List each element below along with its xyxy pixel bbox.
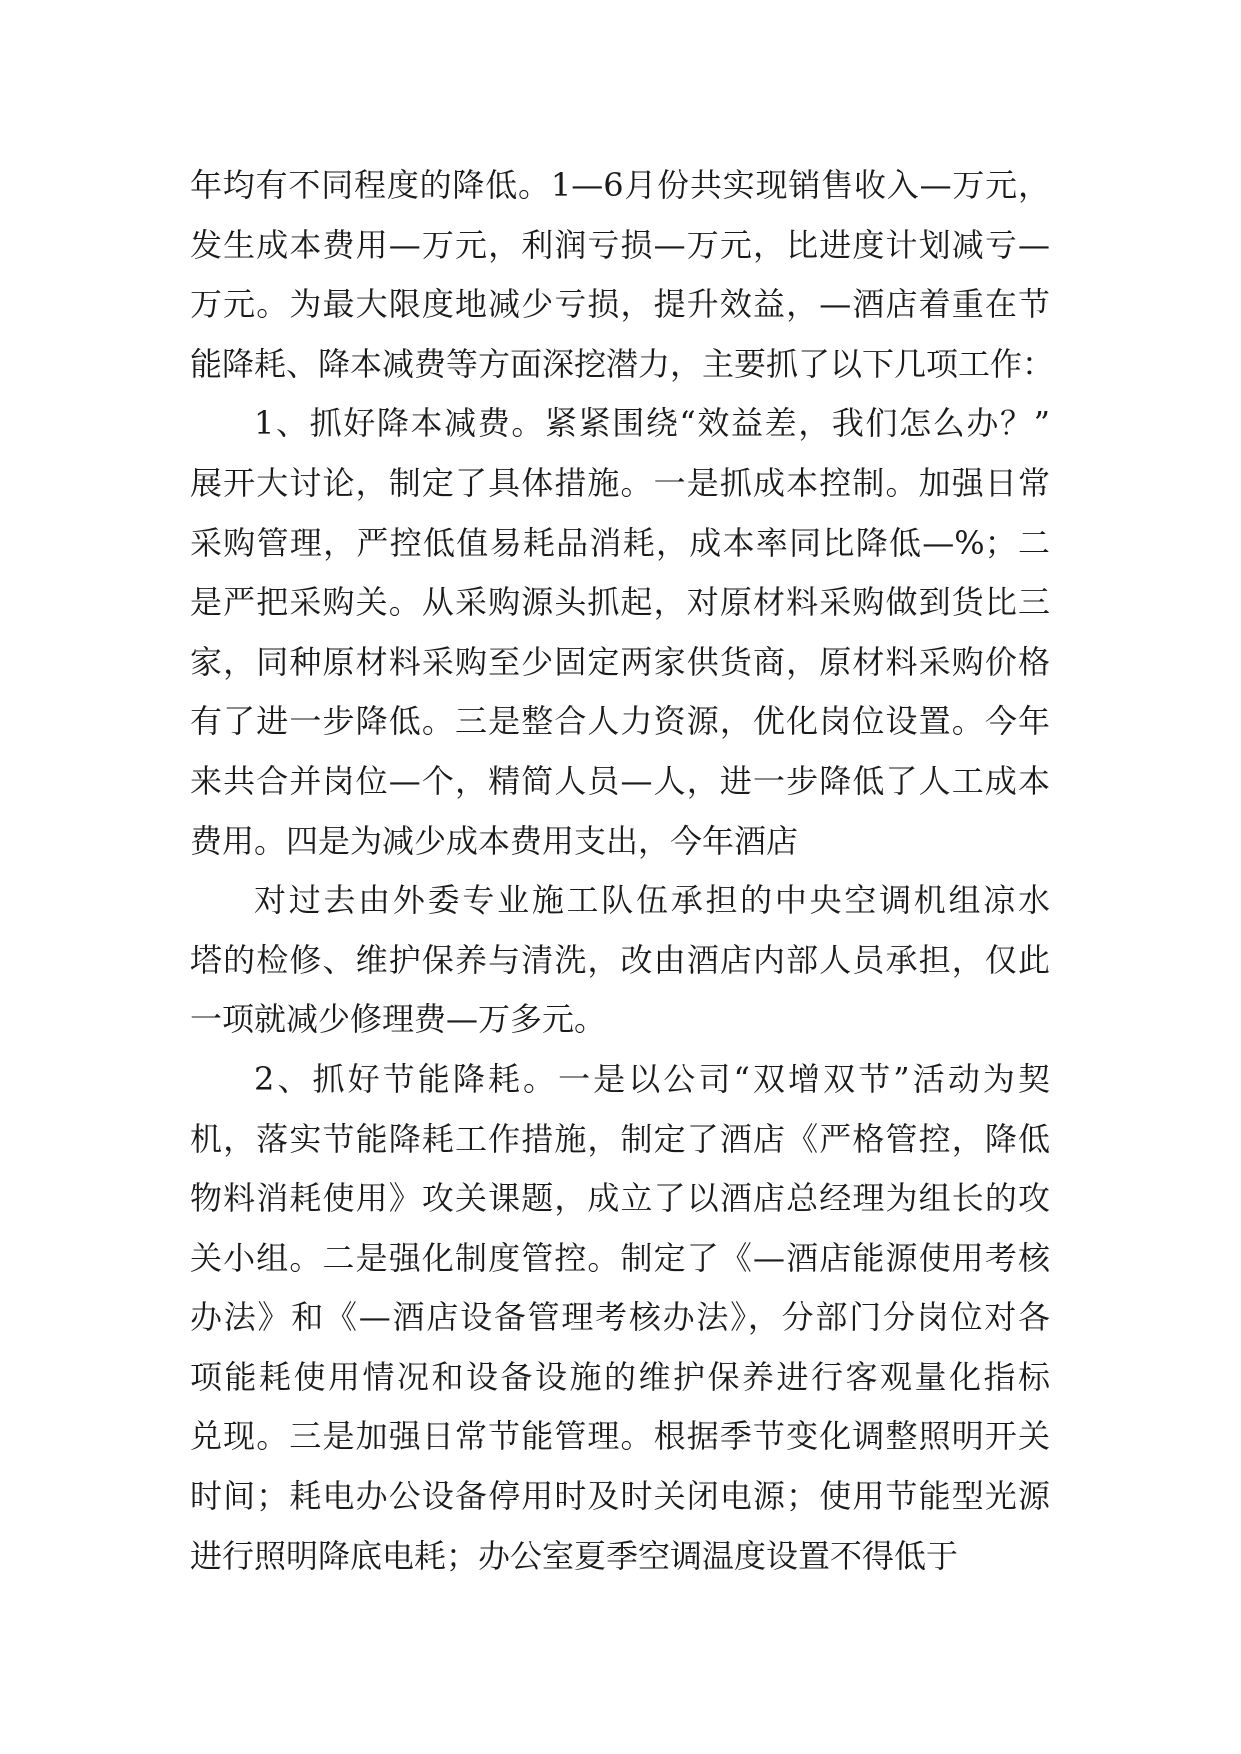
- paragraph: [190, 1050, 1050, 1586]
- text-line: 时间；耗电办公设备停用时及时关闭电源；使用节能型光源: [190, 1477, 1050, 1516]
- text-line: 项能耗使用情况和设备设施的维护保养进行客观量化指标: [190, 1357, 1050, 1396]
- text-line: 发生成本费用—万元，利润亏损—万元，比进度计划减亏—: [190, 225, 1050, 264]
- text-line: 能降耗、降本减费等方面深挖潜力，主要抓了以下几项工作：: [190, 344, 1055, 383]
- document-body: [190, 156, 1055, 1586]
- text-line: 年均有不同程度的降低。1—6月份共实现销售收入—万元，: [190, 166, 1050, 204]
- paragraph: [190, 871, 1050, 1050]
- text-line: 机，落实节能降耗工作措施，制定了酒店《严格管控，降低: [190, 1119, 1050, 1158]
- paragraph: [190, 394, 1050, 871]
- text-line: 一项就减少修理费—万多元。: [190, 1000, 607, 1039]
- text-line: 对过去由外委专业施工队伍承担的中央空调机组凉水: [254, 881, 1050, 920]
- text-line: 万元。为最大限度地减少亏损，提升效益，—酒店着重在节: [190, 285, 1050, 324]
- text-line: 1、抓好降本减费。紧紧围绕“效益差，我们怎么办？”: [254, 404, 1050, 443]
- text-line: 是严把采购关。从采购源头抓起，对原材料采购做到货比三: [190, 583, 1050, 622]
- text-line: 兑现。三是加强日常节能管理。根据季节变化调整照明开关: [190, 1417, 1050, 1456]
- text-line: 采购管理，严控低值易耗品消耗，成本率同比降低—%；二: [190, 523, 1050, 562]
- text-line: 物料消耗使用》攻关课题，成立了以酒店总经理为组长的攻: [190, 1179, 1050, 1218]
- text-line: 有了进一步降低。三是整合人力资源，优化岗位设置。今年: [190, 702, 1050, 741]
- text-line: 家，同种原材料采购至少固定两家供货商，原材料采购价格: [190, 642, 1050, 681]
- paragraph: [190, 156, 1055, 394]
- text-line: 关小组。二是强化制度管控。制定了《—酒店能源使用考核: [190, 1238, 1050, 1277]
- text-line: 塔的检修、维护保养与清洗，改由酒店内部人员承担，仅此: [190, 940, 1050, 979]
- text-line: 费用。四是为减少成本费用支出，今年酒店: [190, 821, 799, 860]
- text-line: 来共合并岗位—个，精简人员—人，进一步降低了人工成本: [190, 761, 1050, 800]
- text-line: 进行照明降底电耗；办公室夏季空调温度设置不得低于: [190, 1536, 959, 1575]
- text-line: 办法》和《—酒店设备管理考核办法》，分部门分岗位对各: [190, 1298, 1050, 1337]
- text-line: 展开大讨论，制定了具体措施。一是抓成本控制。加强日常: [190, 463, 1050, 502]
- text-line: 2、抓好节能降耗。一是以公司“双增双节”活动为契: [254, 1059, 1050, 1098]
